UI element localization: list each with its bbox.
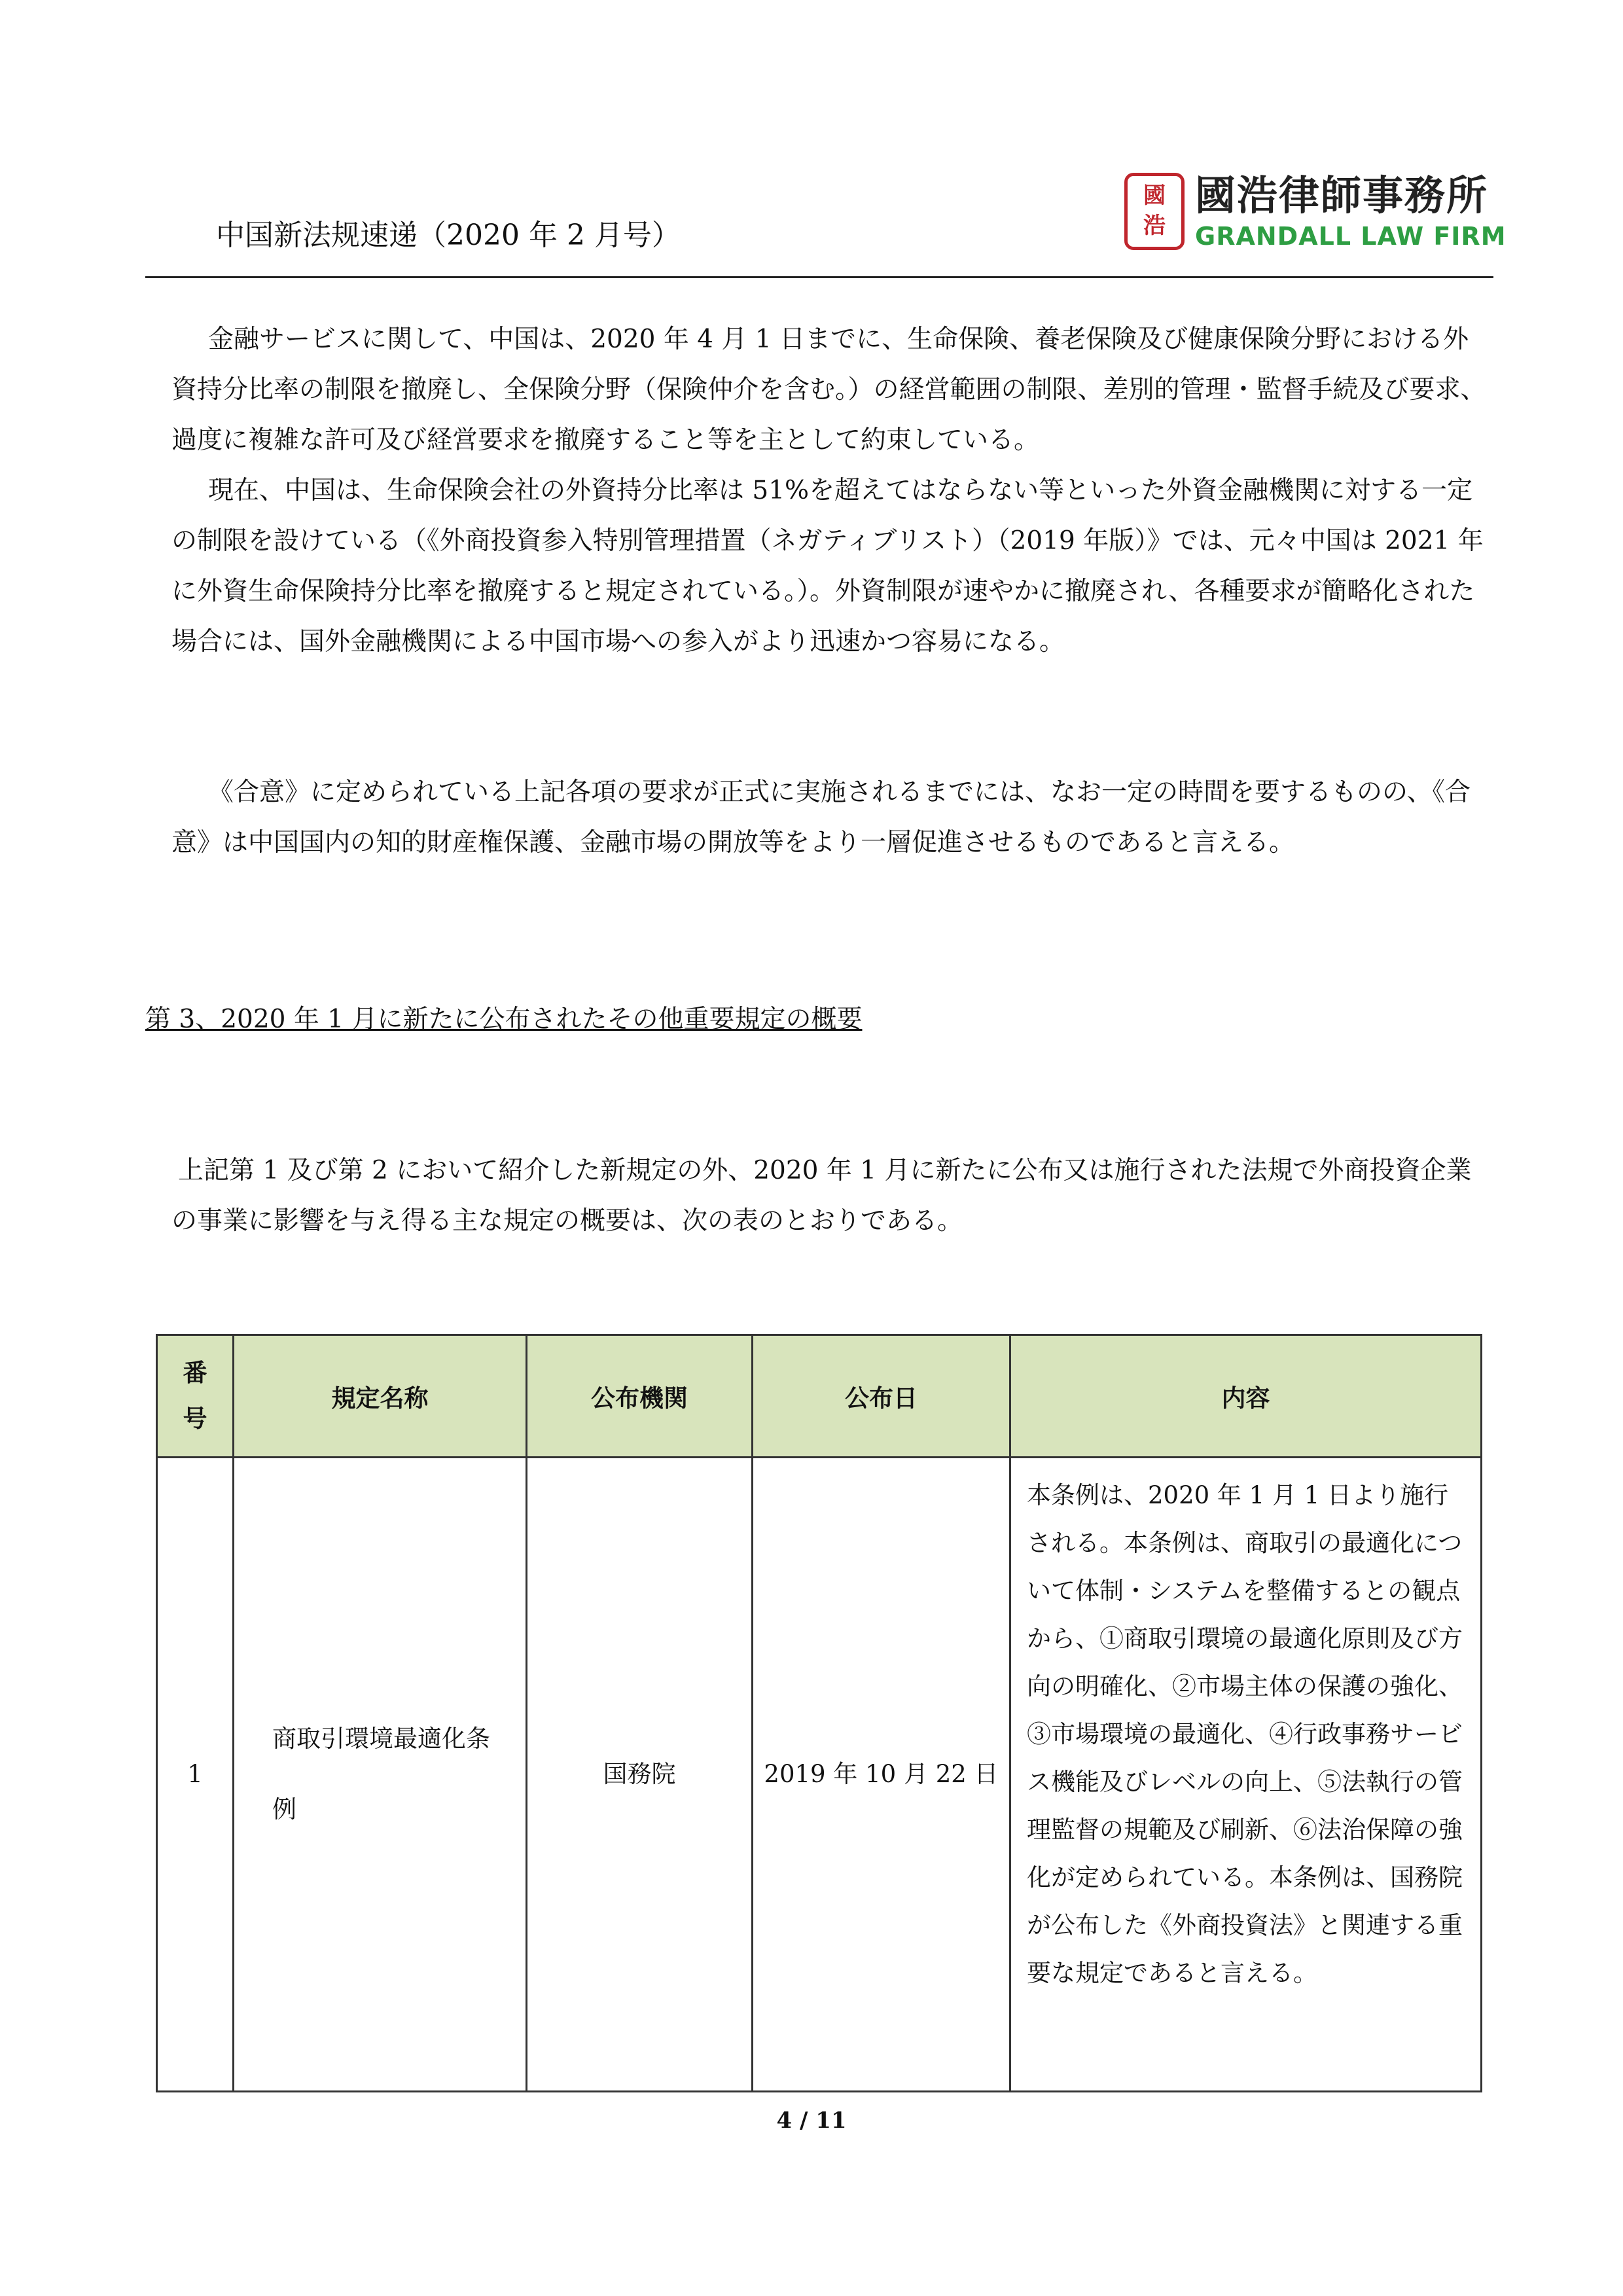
table-header-row [157, 1335, 1482, 1458]
paragraph-text: 《合意》に定められている上記各項の要求が正式に実施されるまでには、なお一定の時間を要するものの、《合意》は中国国内の知的財産権保護、金融市場の開放等をより一層促進させるものであると言える。 [171, 778, 1471, 857]
header-content: 内容 [1010, 1335, 1482, 1458]
header-name: 規定名称 [234, 1335, 527, 1458]
cell-number: 1 [157, 1458, 234, 2092]
body-paragraph [171, 767, 1487, 868]
intro-text: 上記第 1 及び第 2 において紹介した新規定の外、2020 年 1 月に新たに公布又は施行された法規で外商投資企業の事業に影響を与え得る主な規定の概要は、次の表のとおりである。 [171, 1156, 1472, 1236]
header-date: 公布日 [753, 1335, 1010, 1458]
firm-name-cn: 國浩律師事務所 [1195, 171, 1489, 219]
body-paragraph [171, 465, 1487, 667]
firm-name-en: GRANDALL LAW FIRM [1195, 222, 1507, 251]
paragraph-text: 現在、中国は、生命保険会社の外資持分比率は 51%を超えてはならない等といった外資金融機関に対する一定の制限を設けている（《外商投資参入特別管理措置（ネガティブリスト）（2019 年版）》では、元々中国は 2021 年に外資生命保険持分比率を撤廃すると規定されている。）。外資制限が速やかに撤廃され、各種要求が簡略化された場合には、国外金融機関による中国市場への参入がより迅速かつ容易になる。 [171, 476, 1484, 656]
seal-icon [1124, 173, 1185, 250]
seal-glyph-bottom: 浩 [1143, 213, 1166, 239]
cell-name: 商取引環境最適化条例 [234, 1458, 527, 2092]
header-number: 番 号 [157, 1335, 234, 1458]
header-divider [145, 276, 1493, 278]
section-heading: 第 3、2020 年 1 月に新たに公布されたその他重要規定の概要 [145, 1005, 863, 1034]
cell-date: 2019 年 10 月 22 日 [753, 1458, 1010, 2092]
paragraph-text: 金融サービスに関して、中国は、2020 年 4 月 1 日までに、生命保険、養老保険及び健康保険分野における外資持分比率の制限を撤廃し、全保険分野（保険仲介を含む。）の経営範囲の制限、差別的管理・監督手続及び要求、過度に複雑な許可及び経営要求を撤廃すること等を主として約束している。 [171, 325, 1486, 455]
page-header-title: 中国新法规速递（2020 年 2 月号） [216, 219, 681, 252]
table-row [157, 1458, 1482, 2092]
intro-paragraph [171, 1145, 1493, 1246]
seal-glyph-top: 國 [1143, 183, 1166, 209]
cell-content: 本条例は、2020 年 1 月 1 日より施行される。本条例は、商取引の最適化について体制・システムを整備するとの観点から、①商取引環境の最適化原則及び方向の明確化、②市場主体の保護の強化、③市場環境の最適化、④行政事務サービス機能及びレベルの向上、⑤法執行の管理監督の規範及び刷新、⑥法治保障の強化が定められている。本条例は、国務院が公布した《外商投資法》と関連する重要な規定であると言える。 [1010, 1458, 1482, 2092]
regulation-table [156, 1334, 1482, 2092]
firm-logo [1124, 171, 1507, 257]
cell-agency: 国務院 [527, 1458, 753, 2092]
body-paragraph [171, 314, 1487, 465]
header-agency: 公布機関 [527, 1335, 753, 1458]
page-number: 4 / 11 [776, 2108, 847, 2134]
